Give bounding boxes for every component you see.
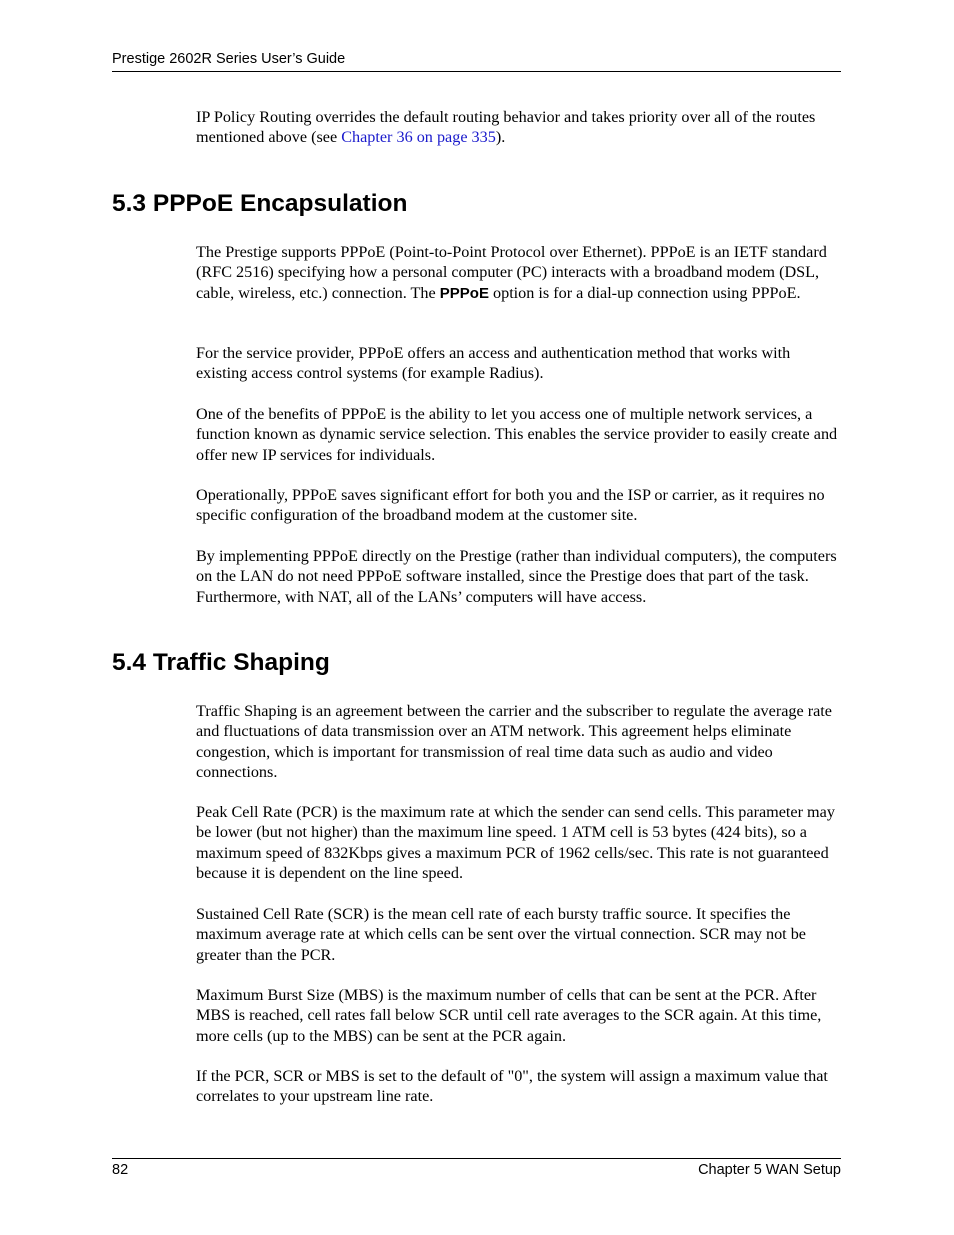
intro-text: IP Policy Routing overrides the default routing behavior and takes priority over all of the routes mentioned above (see bbox=[196, 108, 816, 147]
pppoe-paragraph-1 bbox=[196, 242, 844, 304]
section-heading-pppoe: 5.3 PPPoE Encapsulation bbox=[112, 190, 408, 217]
section-heading-traffic-shaping: 5.4 Traffic Shaping bbox=[112, 649, 330, 676]
pppoe-paragraph-4: Operationally, PPPoE saves significant effort for both you and the ISP or carrier, as it requires no specific configuration of the broadband modem at the customer site. bbox=[196, 486, 825, 525]
chapter-36-link[interactable]: Chapter 36 on page 335 bbox=[341, 128, 496, 147]
traffic-paragraph-5: If the PCR, SCR or MBS is set to the default of "0", the system will assign a maximum value that correlates to your upstream line rate. bbox=[196, 1067, 828, 1106]
pppoe-paragraph-2: For the service provider, PPPoE offers an access and authentication method that works with existing access control systems (for example Radius). bbox=[196, 344, 791, 383]
traffic-paragraph-2: Peak Cell Rate (PCR) is the maximum rate at which the sender can send cells. This parameter may be lower (but not higher) than the maximum line speed. 1 ATM cell is 53 bytes (424 bits), so a maximum speed of 832Kbps gives a maximum PCR of 1962 cells/sec. This rate is not guaranteed because it is dependent on the line speed. bbox=[196, 803, 835, 882]
footer-divider bbox=[112, 1158, 841, 1159]
pppoe-p1-text-end: option is for a dial-up connection using PPPoE. bbox=[488, 283, 801, 302]
running-header-title: Prestige 2602R Series User’s Guide bbox=[112, 51, 346, 67]
pppoe-paragraph-3: One of the benefits of PPPoE is the ability to let you access one of multiple network services, a function known as dynamic service selection. This enables the service provider to easily create and offer new IP services for individuals. bbox=[196, 405, 838, 464]
pppoe-option-term: PPPoE bbox=[439, 284, 489, 302]
intro-paragraph bbox=[196, 107, 844, 148]
header-divider bbox=[112, 71, 841, 72]
pppoe-paragraph-5: By implementing PPPoE directly on the Prestige (rather than individual computers), the computers on the LAN do not need PPPoE software installed, since the Prestige does that part of the task. Furthermore, with NAT, all of the LANs’ computers will have access. bbox=[196, 547, 837, 606]
intro-text-end: ). bbox=[495, 128, 506, 147]
traffic-paragraph-3: Sustained Cell Rate (SCR) is the mean cell rate of each bursty traffic source. It specifies the maximum average rate at which cells can be sent over the virtual connection. SCR may not be greater than the PCR. bbox=[196, 905, 806, 964]
page-number: 82 bbox=[112, 1162, 129, 1178]
pppoe-p1-text: The Prestige supports PPPoE (Point-to-Point Protocol over Ethernet). PPPoE is an IETF standard (RFC 2516) specifying how a personal computer (PC) interacts with a broadband modem (DSL, cable, wireless, etc.) connection. The bbox=[196, 243, 827, 302]
traffic-paragraph-4: Maximum Burst Size (MBS) is the maximum number of cells that can be sent at the PCR. After MBS is reached, cell rates fall below SCR until cell rate averages to the SCR again. At this time, more cells (up to the MBS) can be sent at the PCR again. bbox=[196, 986, 822, 1045]
footer-chapter-title: Chapter 5 WAN Setup bbox=[698, 1162, 841, 1178]
traffic-paragraph-1: Traffic Shaping is an agreement between the carrier and the subscriber to regulate the average rate and fluctuations of data transmission over an ATM network. This agreement helps eliminate congestion, which is important for transmission of real time data such as audio and video connections. bbox=[196, 702, 832, 781]
